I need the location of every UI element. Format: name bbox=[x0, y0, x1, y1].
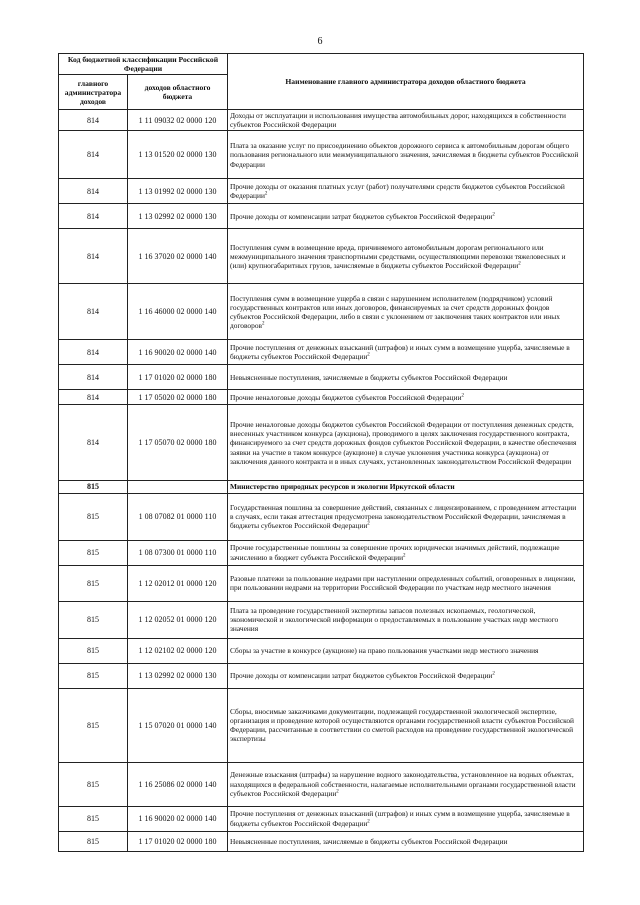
revenue-name-text: Разовые платежи за пользование недрами при наступлении определенных событий, оговоренных в лицензии, при пользовании недрами на территории Российской Федерации по участкам недр местного значения bbox=[230, 573, 576, 593]
revenue-name-text: Государственная пошлина за совершение действий, связанных с лицензированием, с проведением аттестации в случаях, если такая аттестация предусмотрена законодательством Российской Федерации, зачисляемая в бюджеты субъектов Российской Федерации bbox=[230, 502, 577, 531]
revenue-name-text: Денежные взыскания (штрафы) за нарушение водного законодательства, установленное на водных объектах, находящихся в федеральной собственности, налагаемые исполнительными органами государственной власти субъектов Российской Федерации bbox=[230, 770, 576, 798]
table-row bbox=[59, 204, 584, 229]
revenue-code-cell: 1 17 01020 02 0000 180 bbox=[128, 831, 228, 851]
revenue-name-cell bbox=[228, 131, 584, 179]
revenue-name-text: Прочие доходы от компенсации затрат бюджетов субъектов Российской Федерации bbox=[230, 671, 493, 680]
table-row bbox=[59, 688, 584, 762]
revenue-code-cell: 1 15 07020 01 0000 140 bbox=[128, 688, 228, 762]
admin-code-cell: 815 bbox=[59, 565, 128, 601]
table-row bbox=[59, 131, 584, 179]
revenue-name-text: Прочие доходы от компенсации затрат бюджетов субъектов Российской Федерации bbox=[230, 211, 493, 221]
admin-code-cell: 815 bbox=[59, 493, 128, 540]
footnote-marker: 2 bbox=[492, 212, 495, 218]
table-row bbox=[59, 565, 584, 601]
table-row bbox=[59, 806, 584, 831]
revenue-name-cell bbox=[228, 390, 584, 405]
revenue-code-cell: 1 16 37020 02 0000 140 bbox=[128, 229, 228, 284]
table-row bbox=[59, 540, 584, 565]
admin-code-cell: 814 bbox=[59, 340, 128, 365]
footnote-marker: 2 bbox=[461, 393, 465, 399]
revenue-name-text: Министерство природных ресурсов и экологии Иркутской области bbox=[230, 482, 455, 492]
revenue-name-text: Плата за проведение государственной экспертизы запасов полезных ископаемых, геологической, экономической и экологической информации о предоставляемых в пользование участках недр местного значения bbox=[230, 605, 559, 634]
revenue-name-text: Сборы за участие в конкурсе (аукционе) на право пользования участками недр местного значения bbox=[230, 646, 539, 655]
admin-code-cell: 814 bbox=[59, 390, 128, 405]
revenue-name-text: Прочие неналоговые доходы бюджетов субъектов Российской Федерации от поступления денежных средств, внесенных участником конкурса (аукциона), проводимого в целях заключения государственного контракта, финансируемого за счет средств дорожных фондов субъектов Российской Федерации, в качестве обеспечения заявки на участие в таком конкурсе (аукционе) в случае уклонения участника конкурса (аукциона) от заключения данного контракта и в иных случаях, установленных законодательством Российской Федерации bbox=[230, 419, 577, 466]
revenue-name-cell bbox=[228, 638, 584, 663]
revenue-name-cell bbox=[228, 762, 584, 806]
admin-code-cell: 815 bbox=[59, 540, 128, 565]
revenue-name-cell bbox=[228, 565, 584, 601]
revenue-code-cell: 1 08 07300 01 0000 110 bbox=[128, 540, 228, 565]
header-admin-column: главного администратора доходов bbox=[59, 75, 128, 110]
revenue-code-cell: 1 13 01992 02 0000 130 bbox=[128, 179, 228, 204]
revenue-name-text: Невыясненные поступления, зачисляемые в бюджеты субъектов Российской Федерации bbox=[230, 836, 508, 846]
admin-code-cell: 815 bbox=[59, 831, 128, 851]
revenue-code-cell bbox=[128, 481, 228, 493]
revenue-code-cell: 1 11 09032 02 0000 120 bbox=[128, 110, 228, 131]
revenue-name-text: Невыясненные поступления, зачисляемые в бюджеты субъектов Российской Федерации bbox=[230, 372, 508, 382]
revenue-name-cell bbox=[228, 204, 584, 229]
footnote-marker: 2 bbox=[518, 261, 521, 267]
footnote-marker: 2 bbox=[367, 521, 370, 527]
revenue-name-cell bbox=[228, 365, 584, 390]
page-number: 6 bbox=[317, 36, 323, 47]
table-row bbox=[59, 110, 584, 131]
table-row bbox=[59, 762, 584, 806]
revenue-name-text: Прочие доходы от оказания платных услуг (работ) получателями средств бюджетов субъектов Российской Федерации bbox=[230, 182, 565, 201]
revenue-code-cell: 1 16 46000 02 0000 140 bbox=[128, 284, 228, 340]
table-group-row bbox=[59, 481, 584, 493]
admin-code-cell: 814 bbox=[59, 131, 128, 179]
revenue-code-cell: 1 12 02012 01 0000 120 bbox=[128, 565, 228, 601]
revenue-name-cell bbox=[228, 340, 584, 365]
revenue-name-cell bbox=[228, 493, 584, 540]
admin-code-cell: 815 bbox=[59, 638, 128, 663]
footnote-marker: 2 bbox=[367, 352, 370, 358]
revenue-code-cell: 1 12 02102 02 0000 120 bbox=[128, 638, 228, 663]
revenue-name-cell bbox=[228, 663, 584, 688]
footnote-marker: 2 bbox=[367, 819, 370, 825]
revenue-code-cell: 1 08 07082 01 0000 110 bbox=[128, 493, 228, 540]
header-group-title: Код бюджетной классификации Российской Федерации bbox=[59, 54, 228, 75]
revenue-code-cell: 1 17 05020 02 0000 180 bbox=[128, 390, 228, 405]
revenue-code-cell: 1 16 25086 02 0000 140 bbox=[128, 762, 228, 806]
revenue-code-cell: 1 17 05070 02 0000 180 bbox=[128, 405, 228, 481]
footnote-marker: 2 bbox=[264, 191, 268, 197]
revenue-name-text: Поступления сумм в возмещение вреда, причиняемого автомобильным дорогам регионального или межмуниципального значения транспортными средствами, осуществляющими перевозки тяжеловесных и (или) крупногабаритных грузов, зачисляемые в бюджеты субъектов Российской Федерации bbox=[230, 242, 566, 270]
table-row bbox=[59, 229, 584, 284]
admin-code-cell: 815 bbox=[59, 762, 128, 806]
revenue-code-cell: 1 17 01020 02 0000 180 bbox=[128, 365, 228, 390]
table-row bbox=[59, 831, 584, 851]
revenue-name-cell bbox=[228, 229, 584, 284]
revenue-name-cell bbox=[228, 481, 584, 493]
revenue-name-cell bbox=[228, 688, 584, 762]
admin-code-cell: 815 bbox=[59, 481, 128, 493]
revenue-name-cell bbox=[228, 284, 584, 340]
table-row bbox=[59, 638, 584, 663]
revenue-name-text: Доходы от эксплуатации и использования имущества автомобильных дорог, находящихся в собственности субъектов Российской Федерации bbox=[230, 111, 566, 130]
revenue-name-cell bbox=[228, 110, 584, 131]
revenue-name-text: Прочие поступления от денежных взысканий (штрафов) и иных сумм в возмещение ущерба, зачисляемые в бюджеты субъектов Российской Федерации bbox=[230, 809, 570, 828]
footnote-marker: 2 bbox=[262, 321, 265, 327]
admin-code-cell: 814 bbox=[59, 365, 128, 390]
admin-code-cell: 814 bbox=[59, 204, 128, 229]
table-row bbox=[59, 365, 584, 390]
admin-code-cell: 814 bbox=[59, 405, 128, 481]
table-row bbox=[59, 390, 584, 405]
revenue-name-cell bbox=[228, 405, 584, 481]
revenue-name-cell bbox=[228, 540, 584, 565]
table-body bbox=[59, 110, 584, 852]
admin-code-cell: 814 bbox=[59, 229, 128, 284]
admin-code-cell: 815 bbox=[59, 806, 128, 831]
revenue-code-cell: 1 13 02992 02 0000 130 bbox=[128, 204, 228, 229]
footnote-marker: 2 bbox=[492, 671, 495, 677]
revenue-name-text: Сборы, вносимые заказчиками документации, подлежащей государственной экологической экспертизе, организация и проведение которой осуществляются органами государственной власти субъектов Российской Федерации, рассчитанные в соответствии со сметой расходов на проведение государственной экологической экспертизы bbox=[230, 706, 574, 744]
revenue-name-text: Прочие поступления от денежных взысканий (штрафов) и иных сумм в возмещение ущерба, зачисляемые в бюджеты субъектов Российской Федерации bbox=[230, 343, 570, 362]
revenue-name-text: Прочие неналоговые доходы бюджетов субъектов Российской Федерации bbox=[230, 392, 462, 402]
table-row bbox=[59, 405, 584, 481]
revenue-code-cell: 1 16 90020 02 0000 140 bbox=[128, 806, 228, 831]
revenue-code-cell: 1 13 01520 02 0000 130 bbox=[128, 131, 228, 179]
revenue-name-text: Поступления сумм в возмещение ущерба в связи с нарушением исполнителем (подрядчиком) условий государственных контрактов или иных договоров, финансируемых за счет средств дорожных фондов субъектов Российской Федерации, либо в связи с уклонением от заключения таких контрактов или иных договоров bbox=[230, 293, 560, 331]
admin-code-cell: 814 bbox=[59, 179, 128, 204]
footnote-marker: 2 bbox=[403, 553, 406, 559]
revenue-name-cell bbox=[228, 179, 584, 204]
admin-code-cell: 815 bbox=[59, 663, 128, 688]
revenue-name-text: Плата за оказание услуг по присоединению объектов дорожного сервиса к автомобильным дорогам общего пользования регионального или межмуниципального значения, зачисляемая в бюджеты субъектов Российской Федерации bbox=[230, 141, 579, 169]
revenue-code-cell: 1 12 02052 01 0000 120 bbox=[128, 601, 228, 638]
header-revenue-column: доходов областного бюджета bbox=[128, 75, 228, 110]
table-row bbox=[59, 179, 584, 204]
table-row bbox=[59, 493, 584, 540]
header-name-column: Наименование главного администратора доходов областного бюджета bbox=[228, 54, 584, 110]
admin-code-cell: 814 bbox=[59, 284, 128, 340]
table-row bbox=[59, 601, 584, 638]
revenue-code-cell: 1 16 90020 02 0000 140 bbox=[128, 340, 228, 365]
revenue-name-cell bbox=[228, 601, 584, 638]
revenue-code-cell: 1 13 02992 02 0000 130 bbox=[128, 663, 228, 688]
footnote-marker: 2 bbox=[336, 789, 339, 795]
admin-code-cell: 815 bbox=[59, 688, 128, 762]
table-row bbox=[59, 663, 584, 688]
table-row bbox=[59, 340, 584, 365]
revenue-name-text: Прочие государственные пошлины за совершение прочих юридически значимых действий, подлежащие зачислению в бюджет субъекта Российской Федерации bbox=[230, 543, 560, 562]
admin-code-cell: 815 bbox=[59, 601, 128, 638]
table-row bbox=[59, 284, 584, 340]
revenue-name-cell bbox=[228, 831, 584, 851]
admin-code-cell: 814 bbox=[59, 110, 128, 131]
revenue-name-cell bbox=[228, 806, 584, 831]
budget-classification-table bbox=[58, 53, 584, 852]
